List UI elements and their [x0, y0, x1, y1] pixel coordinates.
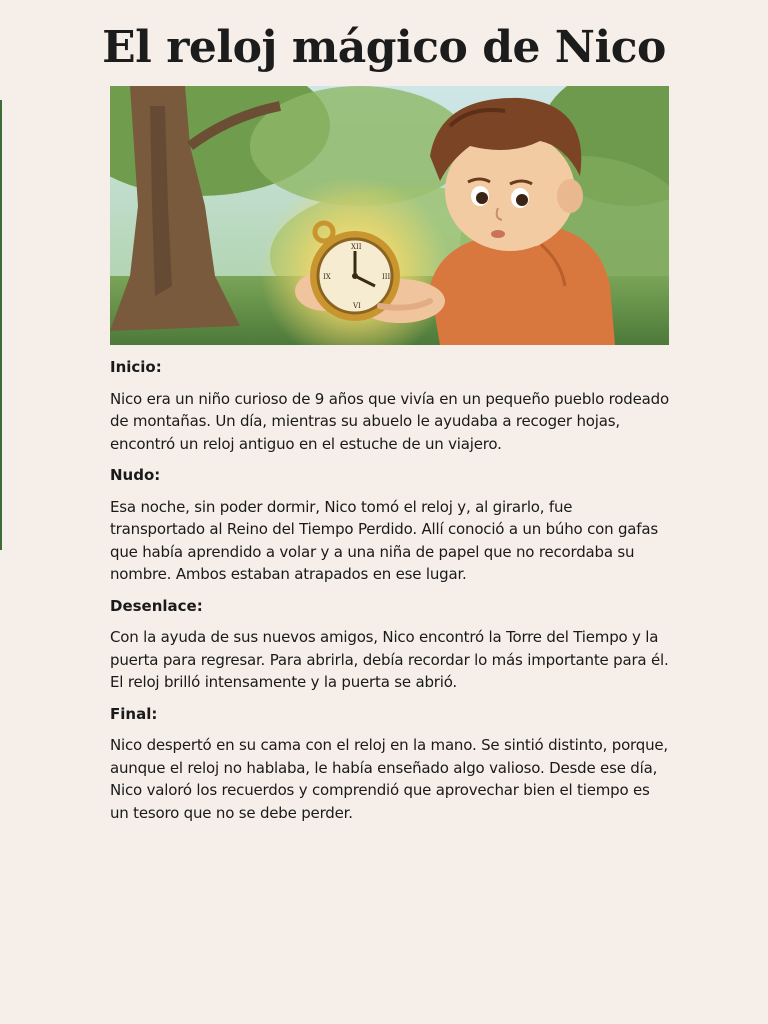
- section-heading: Inicio:: [110, 358, 162, 376]
- svg-text:XII: XII: [351, 243, 362, 251]
- section-nudo: [110, 464, 670, 586]
- page-edge-decoration: [0, 100, 2, 550]
- story-illustration: [110, 86, 669, 345]
- svg-text:VI: VI: [353, 302, 361, 310]
- svg-text:III: III: [382, 273, 391, 281]
- svg-text:IX: IX: [323, 273, 331, 281]
- section-paragraph: Nico era un niño curioso de 9 años que vivía en un pequeño pueblo rodeado de montañas. Un día, mientras su abuelo le ayudaba a recoger hojas, encontró un reloj antiguo en el estuche de un viajero.: [110, 389, 669, 453]
- section-heading: Nudo:: [110, 466, 161, 484]
- section-paragraph: Esa noche, sin poder dormir, Nico tomó el reloj y, al girarlo, fue transportado al Reino del Tiempo Perdido. Allí conoció a un búho con gafas que había aprendido a volar y a una niña de papel que no recordaba su nombre. Ambos estaban atrapados en ese lugar.: [110, 497, 658, 583]
- document-title: El reloj mágico de Nico: [102, 22, 666, 73]
- section-desenlace: [110, 595, 670, 694]
- section-final: [110, 703, 670, 825]
- section-inicio: [110, 356, 670, 455]
- story-content: [110, 356, 670, 833]
- section-paragraph: Con la ayuda de sus nuevos amigos, Nico encontró la Torre del Tiempo y la puerta para regresar. Para abrirla, debía recordar lo más importante para él. El reloj brilló intensamente y la puerta se abrió.: [110, 628, 669, 691]
- section-heading: Final:: [110, 704, 158, 723]
- section-heading: Desenlace:: [110, 596, 203, 615]
- section-paragraph: Nico despertó en su cama con el reloj en la mano. Se sintió distinto, porque, aunque el reloj no hablaba, le había enseñado algo valioso. Desde ese día, Nico valoró los recuerdos y comprendió que aprovechar bien el tiempo es un tesoro que no se debe perder.: [110, 736, 668, 822]
